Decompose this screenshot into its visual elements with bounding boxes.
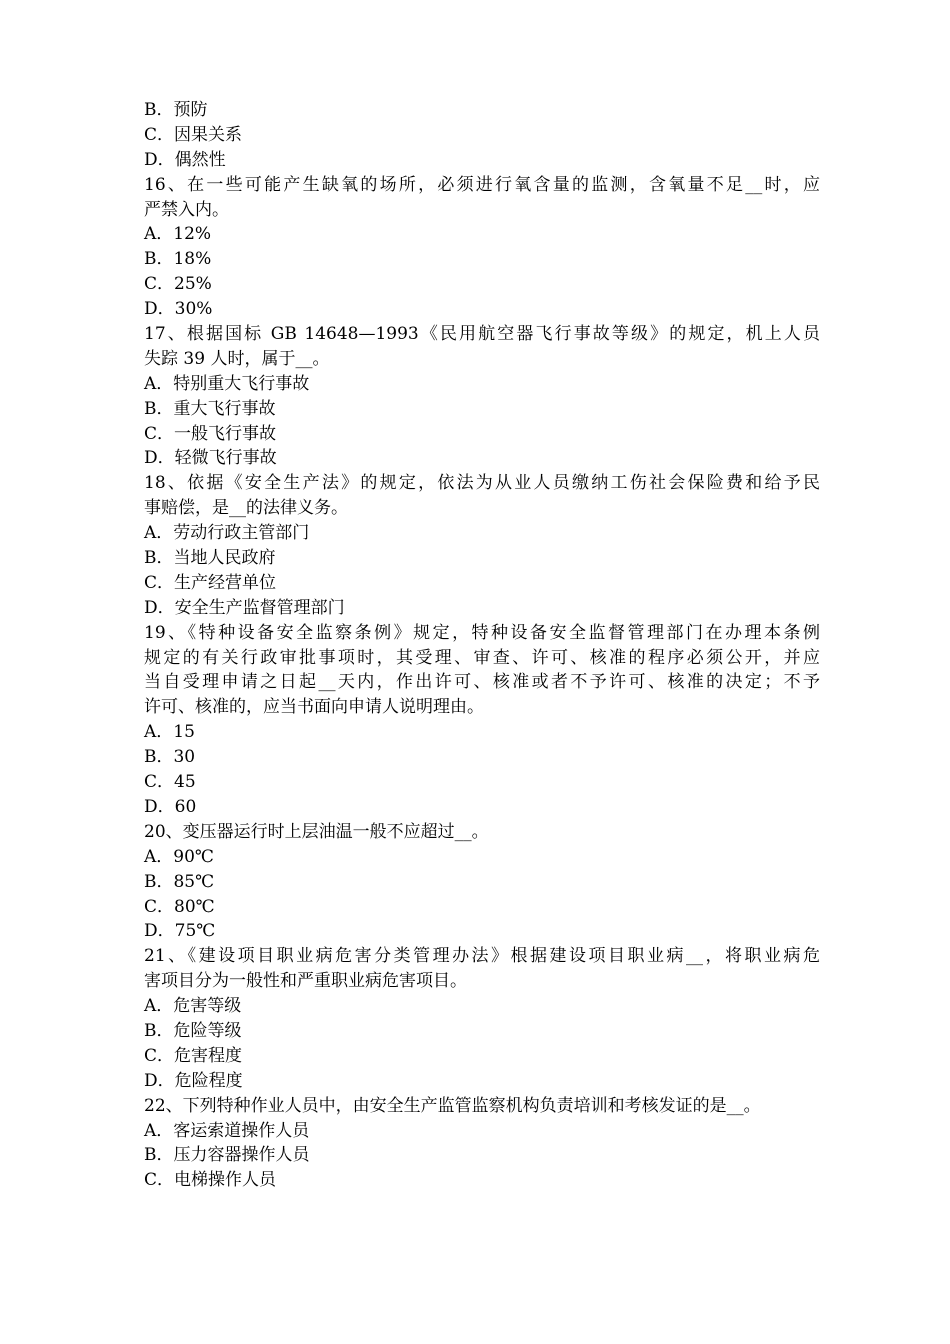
option-line: C．因果关系 <box>144 124 243 145</box>
option-line: A．危害等级 <box>144 996 242 1017</box>
question-19-line: 19、《特种设备安全监察条例》规定，特种设备安全监督管理部门在办理本条例 <box>144 622 820 643</box>
question-18-line: 事赔偿，是__的法律义务。 <box>144 498 348 519</box>
option-line: D．偶然性 <box>144 149 226 170</box>
option-line: B．85℃ <box>144 871 215 892</box>
option-line: B．当地人民政府 <box>144 548 276 569</box>
question-19-line: 当自受理申请之日起__天内，作出许可、核准或者不予许可、核准的决定；不予 <box>144 672 820 693</box>
question-19-line: 规定的有关行政审批事项时，其受理、审查、许可、核准的程序必须公开，并应 <box>144 647 820 668</box>
option-line: C．45 <box>144 772 196 793</box>
option-line: A．15 <box>144 722 195 743</box>
option-line: D．75℃ <box>144 921 216 942</box>
option-line: D．安全生产监督管理部门 <box>144 597 345 618</box>
option-line: B．压力容器操作人员 <box>144 1145 310 1166</box>
option-line: D．30% <box>144 299 213 320</box>
question-18-line: 18、依据《安全生产法》的规定，依法为从业人员缴纳工伤社会保险费和给予民 <box>144 473 820 494</box>
option-line: C．25% <box>144 274 212 295</box>
question-19-line: 许可、核准的，应当书面向申请人说明理由。 <box>144 697 484 718</box>
option-line: D．60 <box>144 796 197 817</box>
option-line: B．重大飞行事故 <box>144 398 276 419</box>
option-line: A．特别重大飞行事故 <box>144 373 310 394</box>
option-line: B．预防 <box>144 100 208 120</box>
option-line: C．电梯操作人员 <box>144 1170 277 1191</box>
option-line: C．80℃ <box>144 896 215 917</box>
question-16-line: 16、在一些可能产生缺氧的场所，必须进行氧含量的监测，含氧量不足__时，应 <box>144 174 820 195</box>
option-line: C．生产经营单位 <box>144 572 277 593</box>
option-line: A．90℃ <box>144 846 214 867</box>
question-21-line: 21、《建设项目职业病危害分类管理办法》根据建设项目职业病__，将职业病危 <box>144 946 820 967</box>
option-line: A．12% <box>144 224 212 245</box>
option-line: D．轻微飞行事故 <box>144 448 277 469</box>
option-line: C．一般飞行事故 <box>144 423 277 444</box>
question-17-line: 失踪 39 人时，属于__。 <box>144 348 330 369</box>
option-line: A．劳动行政主管部门 <box>144 523 310 544</box>
question-16-line: 严禁入内。 <box>144 199 229 220</box>
option-line: A．客运索道操作人员 <box>144 1120 310 1141</box>
option-line: B．30 <box>144 747 196 768</box>
question-20-line: 20、变压器运行时上层油温一般不应超过__。 <box>144 821 489 842</box>
option-line: C．危害程度 <box>144 1045 243 1066</box>
option-line: D．危险程度 <box>144 1070 243 1091</box>
option-line: B．18% <box>144 249 212 270</box>
question-22-line: 22、下列特种作业人员中，由安全生产监管监察机构负责培训和考核发证的是__。 <box>144 1095 761 1116</box>
option-line: B．危险等级 <box>144 1020 242 1041</box>
document-page <box>144 98 820 1193</box>
question-21-line: 害项目分为一般性和严重职业病危害项目。 <box>144 971 467 992</box>
question-17-line: 17、根据国标 GB 14648—1993《民用航空器飞行事故等级》的规定，机上人员 <box>144 324 820 345</box>
